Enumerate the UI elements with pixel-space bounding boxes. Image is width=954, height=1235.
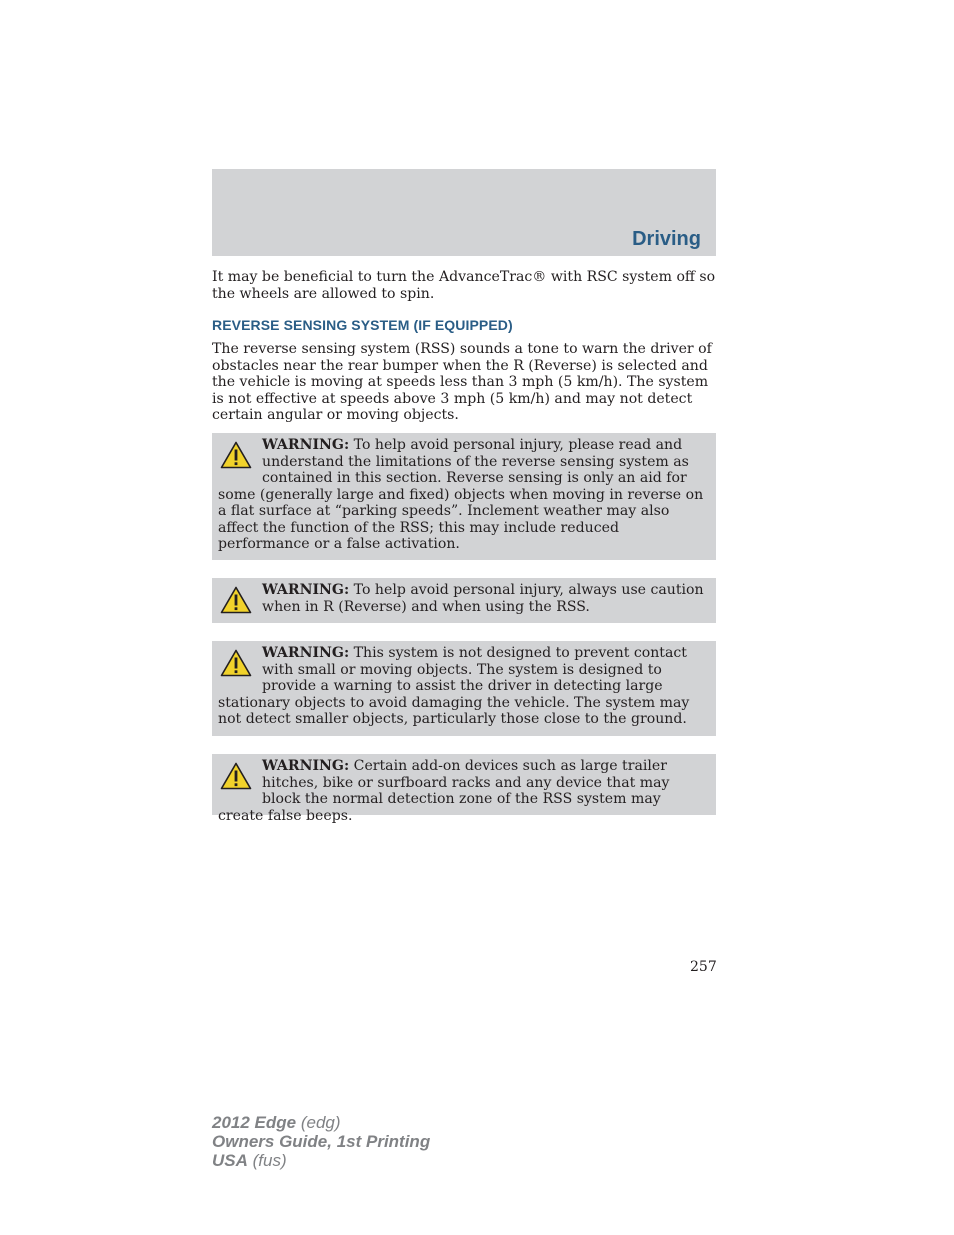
warning-triangle-icon bbox=[220, 762, 252, 790]
footer-market-code: (fus) bbox=[252, 1151, 287, 1170]
section-header-band bbox=[212, 169, 716, 256]
warning-triangle-icon bbox=[220, 586, 252, 614]
warning-text: Certain add-on devices such as large trailer hitches, bike or surfboard racks and any device that may block the normal detection zone of the RSS system may create false beeps. bbox=[218, 758, 670, 824]
footer-imprint bbox=[212, 1113, 430, 1170]
warning-box bbox=[212, 433, 716, 560]
warning-text: This system is not designed to prevent contact with small or moving objects. The system is designed to provide a warning to assist the driver in detecting large stationary objects to avoid damaging the vehicle. The system may not detect smaller objects, particularly those close to the ground. bbox=[218, 645, 690, 727]
footer-guide: Owners Guide, 1st Printing bbox=[212, 1132, 431, 1151]
warning-triangle-icon bbox=[220, 649, 252, 677]
warning-text: To help avoid personal injury, always use caution when in R (Reverse) and when using the RSS. bbox=[262, 582, 704, 615]
warning-label: WARNING: bbox=[262, 758, 350, 774]
footer-market: USA bbox=[212, 1151, 248, 1170]
warning-label: WARNING: bbox=[262, 645, 350, 661]
warning-box bbox=[212, 578, 716, 623]
footer-model-code: (edg) bbox=[300, 1113, 341, 1132]
warning-label: WARNING: bbox=[262, 582, 350, 598]
section-heading: REVERSE SENSING SYSTEM (IF EQUIPPED) bbox=[212, 317, 513, 333]
warning-triangle-icon bbox=[220, 441, 252, 469]
footer-line-model bbox=[212, 1113, 430, 1132]
warning-text: To help avoid personal injury, please read and understand the limitations of the reverse sensing system as contained in this section. Reverse sensing is only an aid for some (generally large and fixed) objects when moving in reverse on a flat surface at “parking speeds”. Inclement weather may also affect the function of the RSS; this may include reduced performance or a false activation. bbox=[218, 437, 704, 552]
footer-line-market bbox=[212, 1151, 430, 1170]
section-title: Driving bbox=[632, 228, 701, 250]
page-number: 257 bbox=[690, 959, 717, 975]
warning-label: WARNING: bbox=[262, 437, 350, 453]
footer-model: 2012 Edge bbox=[212, 1113, 297, 1132]
section-paragraph: The reverse sensing system (RSS) sounds a tone to warn the driver of obstacles near the rear bumper when the R (Reverse) is selected and the vehicle is moving at speeds less than 3 mph (5 km/h). The system is not effective at speeds above 3 mph (5 km/h) and may not detect certain angular or moving objects. bbox=[212, 341, 712, 423]
warning-box bbox=[212, 641, 716, 736]
warning-box bbox=[212, 754, 716, 824]
footer-line-guide bbox=[212, 1132, 430, 1151]
intro-paragraph: It may be beneficial to turn the AdvanceTrac® with RSC system off so the wheels are allowed to spin. bbox=[212, 269, 716, 302]
